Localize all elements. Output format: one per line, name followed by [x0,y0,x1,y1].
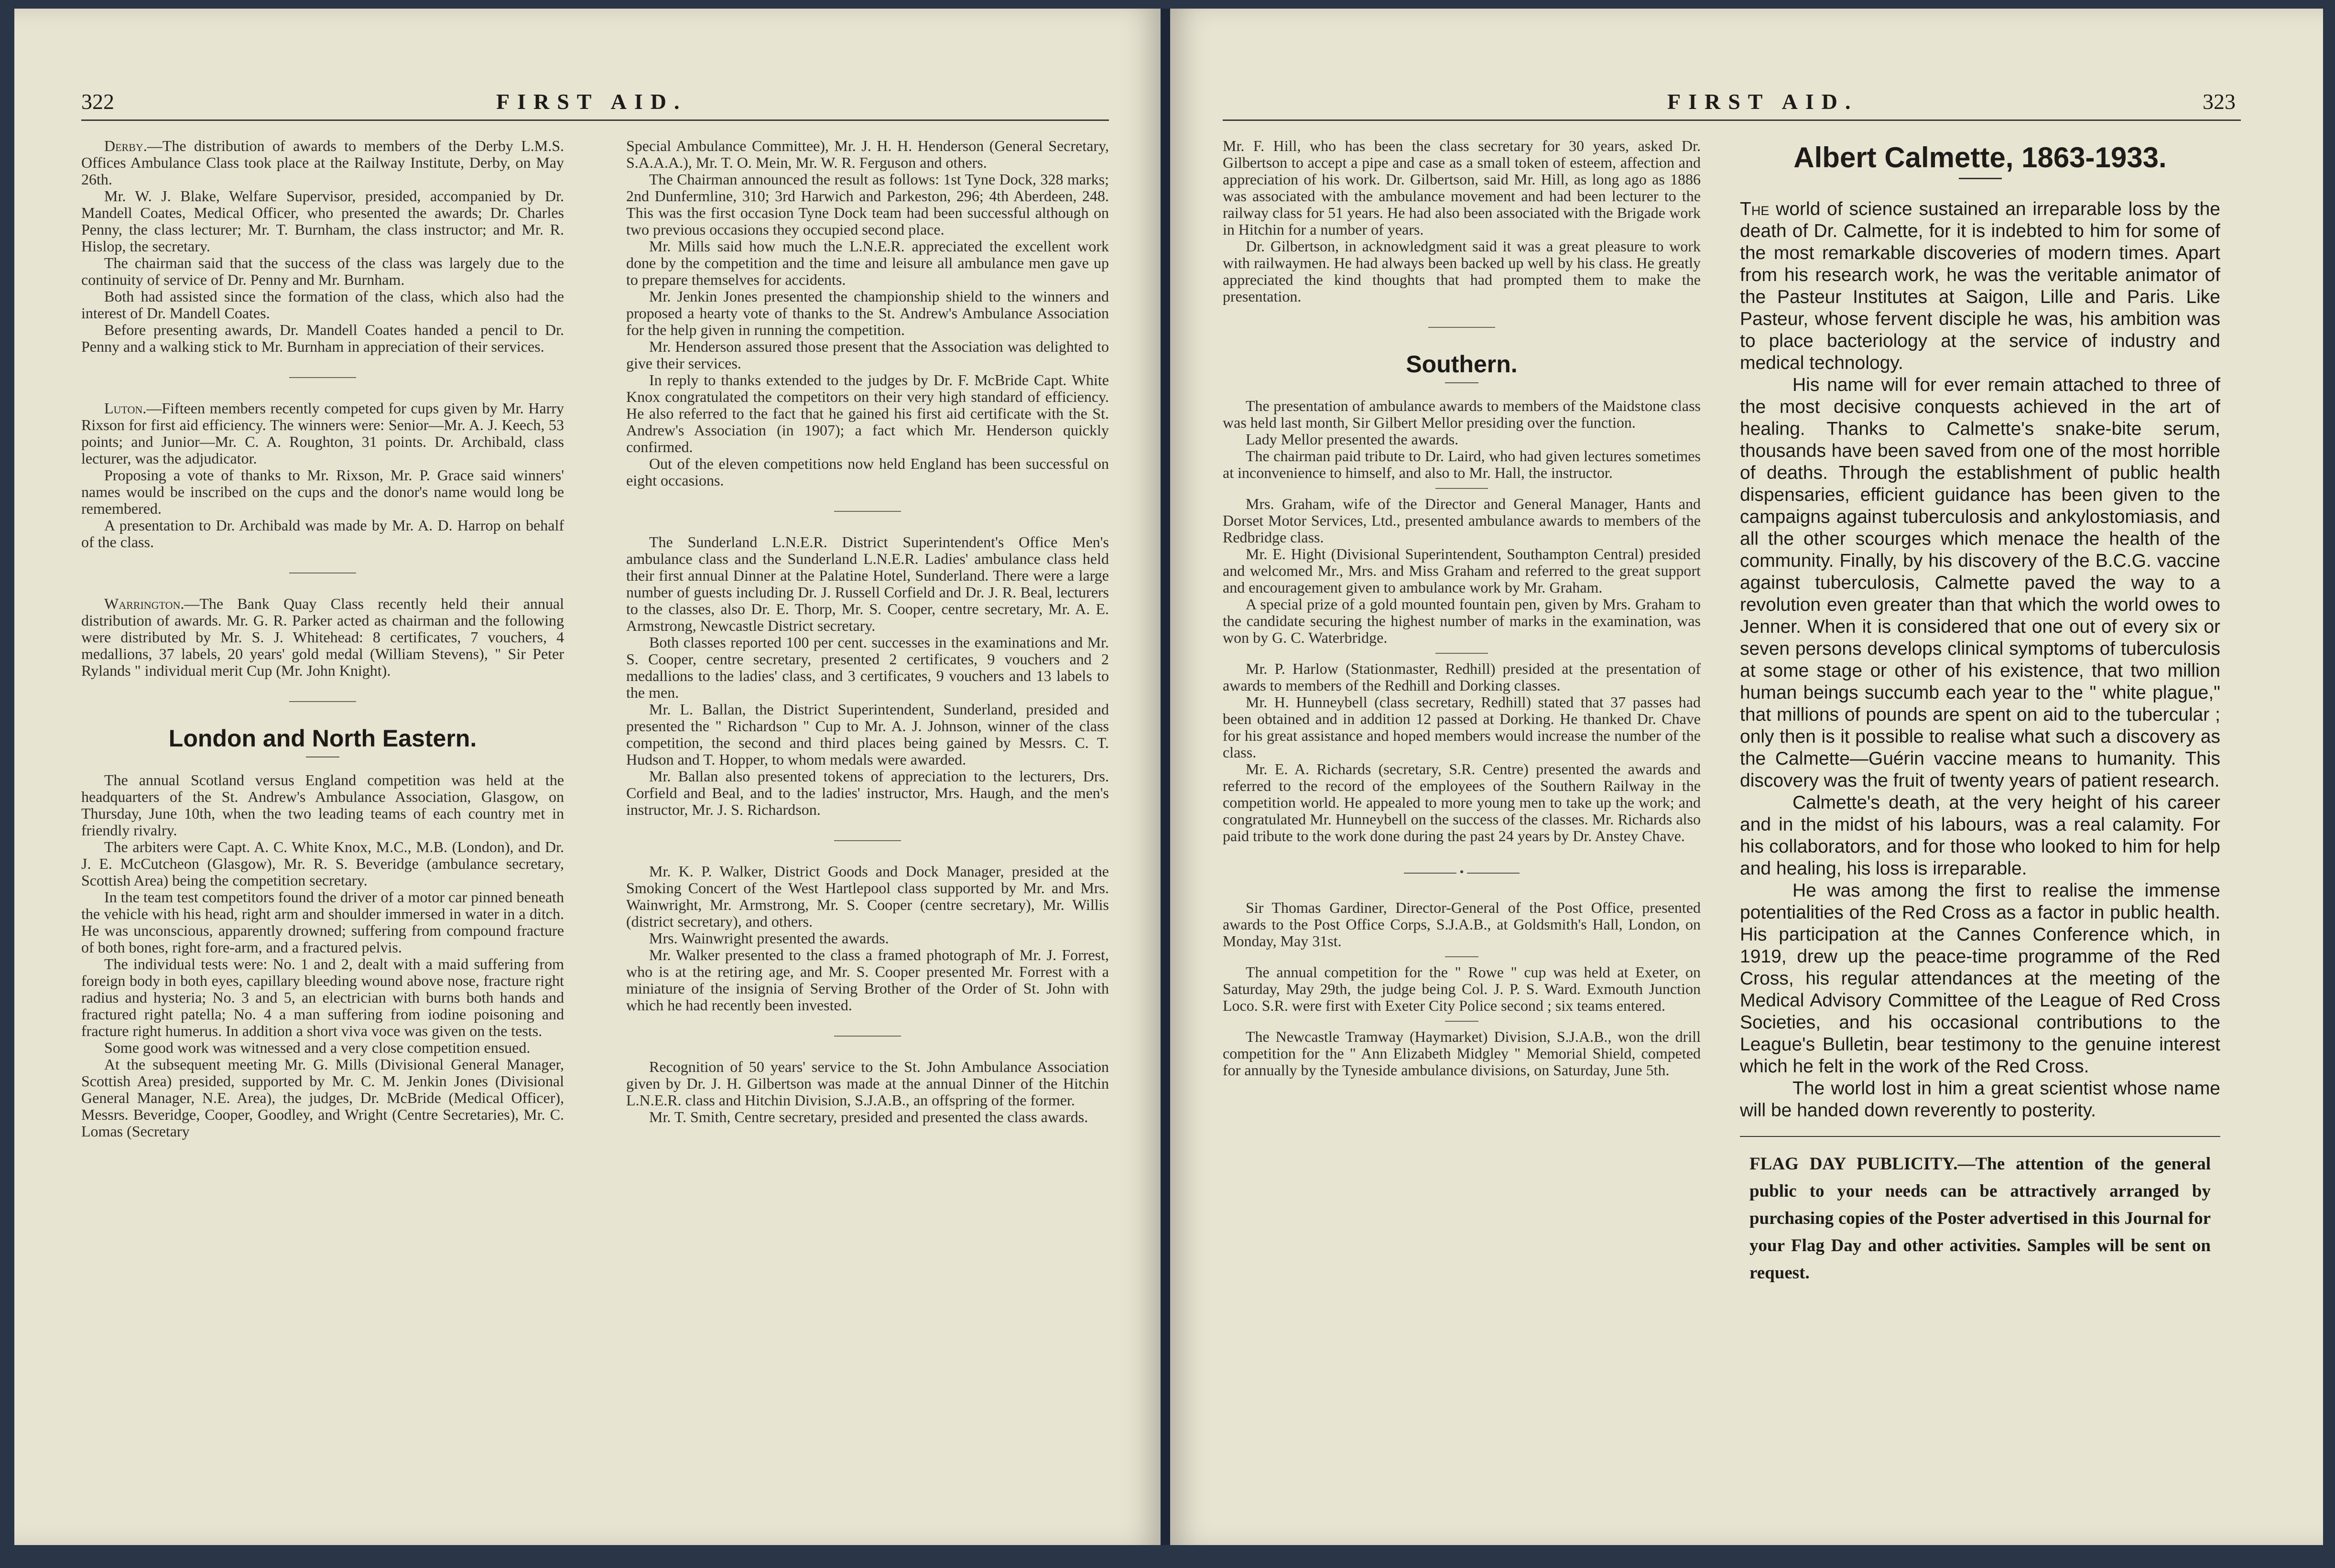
divider [1740,1136,2220,1137]
paragraph: Mr. Henderson assured those present that the Association was delighted to give their services. [626,338,1109,372]
divider [1435,488,1488,489]
divider [289,701,356,702]
divider [834,511,901,512]
paragraph: The world lost in him a great scientist whose name will be handed down reverently to posterity. [1740,1078,2220,1121]
paragraph: The presentation of ambulance awards to members of the Maidstone class was held last month, Sir Gilbert Mellor presiding over the function. [1223,397,1701,431]
paragraph: At the subsequent meeting Mr. G. Mills (Divisional General Manager, Scottish Area) presided, supported by Mr. C. M. Jenkin Jones (Divisional General Manager, N.E. Area), the judges, Dr. McBride (Medical Officer), Messrs. Beveridge, Cooper, Goodley, and Wright (Centre Secretaries), Mr. C. Lomas (Secretary [81,1056,564,1140]
paragraph: Mr. Ballan also presented tokens of appreciation to the lecturers, Drs. Corfield and Beal, and to the ladies' instructor, Mrs. Haugh, and the men's instructor, Mr. J. S. Richardson. [626,768,1109,818]
paragraph: The annual competition for the " Rowe " cup was held at Exeter, on Saturday, May 29th, the judge being Col. J. P. S. Ward. Exmouth Junction Loco. S.R. were first with Exeter City Police second ; six teams entered. [1223,963,1701,1014]
paragraph: The Chairman announced the result as follows: 1st Tyne Dock, 328 marks; 2nd Dunfermline, 310; 3rd Harwich and Parkeston, 296; 4th Aberdeen, 248. This was the first occasion Tyne Dock team had been successful although on two previous occasions they occupied second place. [626,171,1109,238]
page-gutter [1161,9,1170,1545]
paragraph: Mrs. Graham, wife of the Director and General Manager, Hants and Dorset Motor Services, Ltd., presented ambulance awards to members of the Redbridge class. [1223,495,1701,546]
running-head: FIRST AID. [1667,89,1858,114]
paragraph: Sir Thomas Gardiner, Director-General of the Post Office, presented awards to the Post Office Corps, S.J.A.B., at Goldsmith's Hall, London, on Monday, May 31st. [1223,899,1701,950]
paragraph: The Newcastle Tramway (Haymarket) Division, S.J.A.B., won the drill competition for the " Ann Elizabeth Midgley " Memorial Shield, competed for annually by the Tyneside ambulance divisions, on Saturday, June 5th. [1223,1028,1701,1079]
divider [1445,956,1478,957]
paragraph: Proposing a vote of thanks to Mr. Rixson, Mr. P. Grace said winners' names would be inscribed on the cups and the donor's name would long be remembered. [81,466,564,517]
calmette-title: Albert Calmette, 1863-1933. [1793,141,2167,173]
page-number: 323 [2203,89,2236,114]
paragraph: A special prize of a gold mounted fountain pen, given by Mrs. Graham to the candidate securing the highest number of marks in the examination, was won by G. C. Waterbridge. [1223,595,1701,646]
heading-dash [1445,382,1478,383]
paragraph: The world of science sustained an irreparable loss by the death of Dr. Calmette, for it is indebted to him for some of the most remarkable discoveries of modern times. Apart from his research work, he was the veritable animator of the Pasteur Institutes at Saigon, Lille and Paris. Like Pasteur, whose fervent disciple he was, his ambition was to place bacteriology at the service of industry and medical technology. [1740,199,2220,373]
paragraph: A presentation to Dr. Archibald was made by Mr. A. D. Harrop on behalf of the class. [81,517,564,551]
divider [289,377,356,378]
header-rule [81,119,1109,121]
paragraph: Both classes reported 100 per cent. successes in the examinations and Mr. S. Cooper, centre secretary, presented 2 certificates, 9 vouchers and 2 medallions to the ladies' class, and 3 certificates, 9 vouchers and 13 labels to the men. [626,634,1109,701]
paragraph: Mr. H. Hunneybell (class secretary, Redhill) stated that 37 passes had been obtained and in addition 12 passed at Dorking. He thanked Dr. Chave for his great assistance and hoped members would increase the number of the class. [1223,693,1701,761]
paragraph: He was among the first to realise the immense potentialities of the Red Cross as a factor in public health. His participation at the Cannes Conference which, in 1919, drew up the peace-time programme of the Red Cross, his regular attendances at the meeting of the Medical Advisory Committee of the League of Red Cross Societies, and his occasional contributions to the League's Bulletin, bear testimony to the genuine interest which he felt in the work of the Red Cross. [1740,880,2220,1077]
magazine-spread [14,9,2323,1545]
divider [1445,1021,1478,1022]
southern-heading: Southern. [1406,351,1518,378]
paragraph: Mr. Jenkin Jones presented the championship shield to the winners and proposed a hearty vote of thanks to the St. Andrew's Ambulance Association for the help given in running the competition. [626,288,1109,338]
paragraph: His name will for ever remain attached to three of the most decisive conquests achieved in the art of healing. Thanks to Calmette's snake-bite serum, thousands have been saved from one of the most horrible of deaths. Through the establishment of public health dispensaries, efficient guidance has been given to the campaigns against tuberculosis and ankylostomiasis, and all the other scourges which menace the health of the community. Finally, by his discovery of the B.C.G. vaccine against tuberculosis, Calmette paved the way to a revolution even greater than that which the world owes to Jenner. When it is considered that one out of every six or seven persons develops clinical symptoms of tuberculosis at some stage or other of his existence, that two million human beings succumb each year to the " white plague," that millions of pounds are spent on aid to the tubercular ; only then is it possible to realise what such a discovery as the Calmette—Guérin vaccine means to humanity. This discovery was the fruit of twenty years of patient research. [1740,375,2220,791]
paragraph: The annual Scotland versus England competition was held at the headquarters of the St. Andrew's Ambulance Association, Glasgow, on Thursday, June 10th, when the two leading teams of each country met in friendly rivalry. [81,771,564,839]
paragraph: The individual tests were: No. 1 and 2, dealt with a maid suffering from foreign body in both eyes, capillary bleeding wound above nose, fracture right radius and hysteria; No. 3 and 5, an electrician with burns both hands and fractured right patella; No. 4 a man suffering from iodine poisoning and fracture right humerus. In addition a short viva voce was given on the tests. [81,955,564,1039]
header-rule [1223,119,2241,121]
paragraph: Recognition of 50 years' service to the St. John Ambulance Association given by Dr. J. H. Gilbertson was made at the annual Dinner of the Hitchin L.N.E.R. class and Hitchin Division, S.J.A.B., an offspring of the former. [626,1058,1109,1109]
paragraph: Some good work was witnessed and a very close competition ensued. [104,1039,531,1056]
ornament-divider: • [1223,864,1701,880]
luton-paragraph: Luton.—Fifteen members recently competed for cups given by Mr. Harry Rixson for first aid efficiency. The winners were: Senior—Mr. A. J. Keech, 53 points; and Junior—Mr. C. A. Roughton, 31 points. Dr. Archibald, class lecturer, was the adjudicator. [81,400,564,467]
derby-lead: Derby. [104,137,147,154]
right-column-2 [1740,138,2220,1287]
paragraph: The chairman said that the success of the class was largely due to the continuity of service of Dr. Penny and Mr. Burnham. [81,254,564,288]
right-column-1 [1223,138,1701,1079]
luton-lead: Luton. [104,400,147,417]
divider [1428,327,1495,328]
left-page [14,9,1161,1545]
paragraph: Dr. Gilbertson, in acknowledgment said it was a great pleasure to work with railwaymen. He had always been backed up well by his class. He greatly appreciated the kind thoughts that had prompted them to make the presentation. [1223,238,1701,305]
paragraph: Calmette's death, at the very height of his career and in the midst of his labours, was a real calamity. For his collaborators, and for those who looked to him for help and healing, his loss is irreparable. [1740,792,2220,879]
paragraph: Mr. E. A. Richards (secretary, S.R. Centre) presented the awards and referred to the record of the employees of the Southern Railway in the competition world. He appealed to more young men to take up the work; and congratulated Mr. Hunneybell on the success of the classes. Mr. Richards also paid tribute to the work done during the past 24 years by Dr. Anstey Chave. [1223,760,1701,844]
paragraph: In reply to thanks extended to the judges by Dr. F. McBride Capt. White Knox congratulated the competitors on their very high standard of efficiency. He also referred to the fact that he gained his first aid certificate with the St. Andrew's Association (in 1907); a fact which Mr. Henderson quickly confirmed. [626,371,1109,455]
paragraph: Mr. F. Hill, who has been the class secretary for 30 years, asked Dr. Gilbertson to accept a pipe and case as a small token of esteem, affection and appreciation of his work. Dr. Gilbertson, said Mr. Hill, as long ago as 1886 was associated with the ambulance movement and had been lecturer to the railway class for 51 years. He had also been associated with the Brigade work in Hitchin for a number of years. [1223,137,1701,238]
left-column-2 [626,138,1109,1125]
divider [1435,653,1488,654]
paragraph: Mr. Walker presented to the class a framed photograph of Mr. J. Forrest, who is at the retiring age, and Mr. S. Cooper presented Mr. Forrest with a miniature of the insignia of Serving Brother of the Order of St. John with which he had recently been invested. [626,946,1109,1014]
paragraph: Before presenting awards, Dr. Mandell Coates handed a pencil to Dr. Penny and a walking stick to Mr. Burnham in appreciation of their services. [81,321,564,355]
left-column-1 [81,138,564,1140]
flag-day-notice: FLAG DAY PUBLICITY.—The attention of the general public to your needs can be attractively arranged by purchasing copies of the Poster advertised in this Journal for your Flag Day and other activities. Samples will be sent on request. [1749,1154,2211,1283]
calmette-lead: The [1740,199,1770,219]
divider [834,840,901,841]
paragraph: Both had assisted since the formation of the class, which also had the interest of Dr. Mandell Coates. [81,288,564,322]
paragraph: Mr. E. Hight (Divisional Superintendent, Southampton Central) presided and welcomed Mr., Mrs. and Miss Graham and referred to the great support and encouragement given to ambulance work by Mr. Graham. [1223,545,1701,596]
warrington-paragraph: Warrington.—The Bank Quay Class recently held their annual distribution of awards. Mr. G. R. Parker acted as chairman and the following were distributed by Mr. S. J. Whitehead: 8 certificates, 7 vouchers, 4 medallions, 37 labels, 20 years' gold medal (William Stevens), " Sir Peter Rylands " individual merit Cup (Mr. John Knight). [81,595,564,679]
paragraph: Mr. P. Harlow (Stationmaster, Redhill) presided at the presentation of awards to members of the Redhill and Dorking classes. [1223,660,1701,694]
paragraph: Special Ambulance Committee), Mr. J. H. H. Henderson (General Secretary, S.A.A.A.), Mr. T. O. Mein, Mr. W. R. Ferguson and others. [626,137,1109,171]
paragraph: Mr. Mills said how much the L.N.E.R. appreciated the excellent work done by the competition and the time and leisure all ambulance men gave up to prepare themselves for accidents. [626,238,1109,288]
paragraph: The arbiters were Capt. A. C. White Knox, M.C., M.B. (London), and Dr. J. E. McCutcheon (Glasgow), Mr. R. S. Beveridge (ambulance secretary, Scottish Area) being the competition secretary. [81,838,564,889]
paragraph: Lady Mellor presented the awards. [1246,431,1459,448]
warrington-lead: Warrington. [104,595,185,612]
lner-heading: London and North Eastern. [168,725,477,752]
paragraph: The chairman paid tribute to Dr. Laird, who had given lectures sometimes at inconvenience to himself, and also to Mr. Hall, the instructor. [1223,447,1701,481]
paragraph: Mr. L. Ballan, the District Superintendent, Sunderland, presided and presented the " Richardson " Cup to Mr. A. J. Johnson, winner of the class competition, the second and third places being gained by Messrs. C. T. Hudson and T. Hopper, to whom medals were awarded. [626,701,1109,768]
paragraph: Mrs. Wainwright presented the awards. [649,930,889,947]
title-dash [1959,178,2002,179]
paragraph: Mr. K. P. Walker, District Goods and Dock Manager, presided at the Smoking Concert of the West Hartlepool class supported by Mr. and Mrs. Wainwright, Mr. Armstrong, Mr. S. Cooper (centre secretary), Mr. Willis (district secretary), and others. [626,863,1109,930]
paragraph: Mr. T. Smith, Centre secretary, presided and presented the class awards. [649,1108,1088,1125]
right-page [1170,9,2323,1545]
paragraph: Mr. W. J. Blake, Welfare Supervisor, presided, accompanied by Dr. Mandell Coates, Medical Officer, who presented the awards; Dr. Charles Penny, the class lecturer; Mr. T. Burnham, the class instructor; and Mr. R. Hislop, the secretary. [81,187,564,255]
page-number: 322 [81,89,114,114]
derby-paragraph: Derby.—The distribution of awards to members of the Derby L.M.S. Offices Ambulance Class took place at the Railway Institute, Derby, on May 26th. [81,137,564,188]
paragraph: The Sunderland L.N.E.R. District Superintendent's Office Men's ambulance class and the Sunderland L.N.E.R. Ladies' ambulance class held their first annual Dinner at the Palatine Hotel, Sunderland. There were a large number of guests including Dr. J. Russell Corfield and Dr. J. R. Beal, lecturers to the classes, also Dr. E. Thorp, Mr. S. Cooper, centre secretary, Mr. A. E. Armstrong, Newcastle District secretary. [626,533,1109,634]
divider [834,1036,901,1037]
paragraph: Out of the eleven competitions now held England has been successful on eight occasions. [626,455,1109,489]
running-head: FIRST AID. [496,89,687,114]
paragraph: In the team test competitors found the driver of a motor car pinned beneath the vehicle with his head, right arm and shoulder immersed in water in a ditch. He was unconscious, apparently drowned; suffering from compound fracture of both bones, right fore-arm, and a fractured pelvis. [81,888,564,956]
